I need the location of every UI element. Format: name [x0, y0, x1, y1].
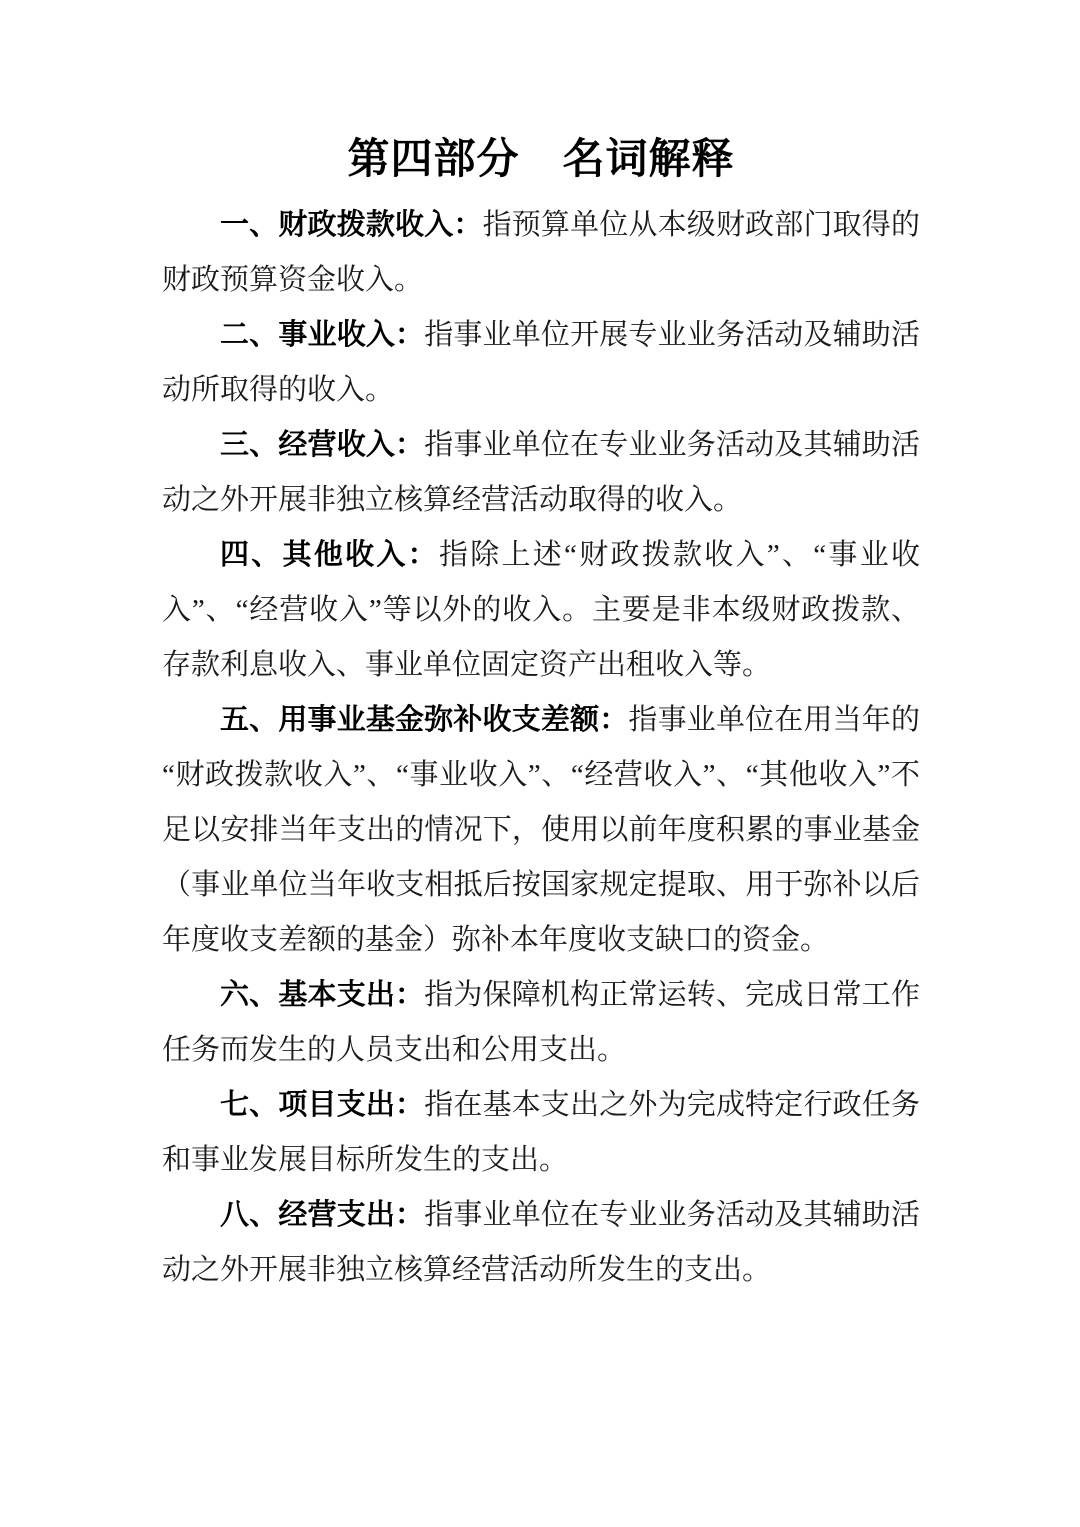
term-label: 八、经营支出：: [220, 1199, 425, 1232]
term-definition: 指事业单位在专业业务活动及其辅助活动之外开展非独立核算经营活动所发生的支出。: [162, 1199, 920, 1287]
term-label: 六、基本支出：: [220, 979, 425, 1012]
term-definition: 指在基本支出之外为完成特定行政任务和事业发展目标所发生的支出。: [162, 1089, 920, 1177]
term-definition: 指事业单位在用当年的“财政拨款收入”、“事业收入”、“经营收入”、“其他收入”不足以安排当年支出的情况下，使用以前年度积累的事业基金（事业单位当年收支相抵后按国家规定提取、用于弥补以后年度收支差额的基金）弥补本年度收支缺口的资金。: [162, 704, 920, 957]
term-item: [162, 1188, 920, 1298]
term-definition: 指预算单位从本级财政部门取得的财政预算资金收入。: [162, 209, 920, 297]
term-item: [162, 693, 920, 968]
term-label: 四、其他收入：: [220, 539, 439, 572]
page-title: 第四部分 名词解释: [347, 135, 735, 182]
term-item: [162, 418, 920, 528]
term-item: [162, 198, 920, 308]
term-definition: 指除上述“财政拨款收入”、“事业收入”、“经营收入”等以外的收入。主要是非本级财政拨款、存款利息收入、事业单位固定资产出租收入等。: [162, 539, 920, 682]
term-definition: 指事业单位在专业业务活动及其辅助活动之外开展非独立核算经营活动取得的收入。: [162, 429, 920, 517]
term-definition: 指事业单位开展专业业务活动及辅助活动所取得的收入。: [162, 319, 920, 407]
term-label: 二、事业收入：: [220, 319, 425, 352]
term-item: [162, 968, 920, 1078]
term-item: [162, 308, 920, 418]
term-label: 五、用事业基金弥补收支差额：: [220, 704, 629, 737]
term-label: 七、项目支出：: [220, 1089, 425, 1122]
term-item: [162, 1078, 920, 1188]
term-definition: 指为保障机构正常运转、完成日常工作任务而发生的人员支出和公用支出。: [162, 979, 920, 1067]
term-label: 一、财政拨款收入：: [220, 209, 483, 242]
term-item: [162, 528, 920, 693]
term-label: 三、经营收入：: [220, 429, 425, 462]
